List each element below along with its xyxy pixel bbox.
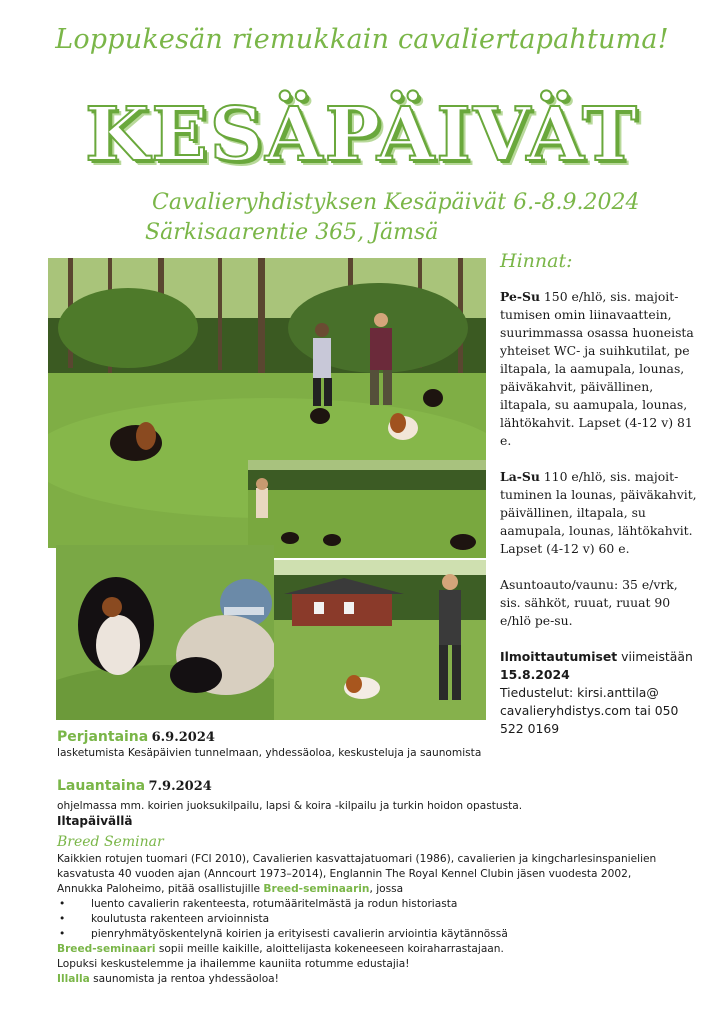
registration-info [500, 648, 700, 738]
page-title: KESÄPÄIVÄT [85, 92, 639, 178]
tagline: Loppukesän riemukkain cavaliertapahtuma! [55, 24, 669, 55]
evening-word: Illalla [57, 973, 90, 985]
saturday-day: Lauantaina [57, 778, 146, 794]
breed-word: Breed-seminaarin [263, 883, 370, 895]
photo-child-with-dog [56, 545, 274, 720]
friday-heading [57, 730, 677, 746]
price-fri-sun [500, 288, 700, 450]
event-address: Särkisaarentie 365, Jämsä [145, 220, 439, 245]
friday-text: lasketumista Kesäpäivien tunnelmaan, yhdessäoloa, keskusteluja ja saunomista [57, 747, 482, 759]
breed-seminar-title: Breed Seminar [57, 834, 164, 850]
afternoon-label: Iltapäivällä [57, 814, 133, 828]
price-fri-label: Pe-Su [500, 289, 540, 304]
breed-intro-text: Kaikkien rotujen tuomari (FCI 2010), Cavalierien kasvattajatuomari (1986), cavalierien ja kingcharlesinspanielien kasvatusta 40 vuoden ajan (Anncourt 1973–2014), Englannin The Royal Kennel Clubin jäsen vuodesta 2002, Annukka Paloheimo, pitää osallistujille [57, 853, 657, 895]
list-item: • pienryhmätyöskentelynä koirien ja erityisesti cavalierin arviointia käytännössä [57, 927, 677, 942]
closing-text: Lopuksi keskustelemme ja ihailemme kauniita rotumme edustajia! [57, 958, 410, 970]
saturday-date: 7.9.2024 [148, 779, 212, 794]
evening-text: saunomista ja rentoa yhdessäoloa! [93, 973, 279, 985]
schedule-section [57, 730, 677, 987]
friday-day: Perjantaina [57, 729, 149, 745]
event-subtitle: Cavalieryhdistyksen Kesäpäivät 6.-8.9.2024 [152, 190, 640, 215]
breed-intro [57, 852, 677, 897]
photo-cottage-handler [274, 560, 486, 720]
evening-line [57, 972, 677, 987]
photo-child-with-dog-image [56, 545, 274, 720]
photo-cottage-handler-image [274, 560, 486, 720]
price-sat-sun [500, 468, 700, 558]
price-sat-label: La-Su [500, 469, 540, 484]
registration-text: viimeistään [621, 649, 693, 664]
registration-label: Ilmoittautumiset [500, 649, 618, 664]
list-item: • koulutusta rakenteen arvioinnista [57, 912, 677, 927]
price-sat-text: 110 e/hlö, sis. majoittuminen la lounas, päiväkahvit, päivällinen, iltapala, su aamupala, lounas, lähtökahvit. Lapset (4-12 v) 60 e. [500, 469, 697, 556]
price-camper: Asuntoauto/vaunu: 35 e/vrk, sis. sähköt, ruuat, ruuat 90 e/hlö pe-su. [500, 577, 678, 628]
friday-date: 6.9.2024 [151, 730, 215, 745]
price-fri-text: 150 e/hlö, sis. majoittumisen omin liinavaattein, suurimmassa osassa huoneista yhteiset WC- ja suihkutilat, pe iltapala, la aamupala, lounas, päiväkahvit, päivällinen, iltapala, su aamupala, lounas, lähtökahvit. Lapset (4-12 v) 81 e. [500, 289, 694, 448]
saturday-heading [57, 779, 677, 795]
saturday-text: ohjelmassa mm. koirien juoksukilpailu, lapsi & koira -kilpailu ja turkin hoidon opastusta. [57, 800, 523, 812]
seminar-suits-word: Breed-seminaari [57, 943, 156, 955]
registration-date: 15.8.2024 [500, 667, 570, 682]
breed-after: , jossa [369, 883, 404, 895]
prices-panel [500, 252, 700, 738]
seminar-topics-list [57, 897, 677, 942]
contact-info[interactable]: Tiedustelut: kirsi.anttila@ cavalieryhdistys.com tai 050 522 0169 [500, 685, 679, 736]
seminar-suits [57, 942, 677, 957]
list-item: • luento cavalierin rakenteesta, rotumääritelmästä ja rodun historiasta [57, 897, 677, 912]
prices-heading: Hinnat: [500, 250, 573, 272]
photo-kids-dogs-field-image [248, 460, 486, 558]
seminar-suits-text: sopii meille kaikille, aloittelijasta kokeneeseen koiraharrastajaan. [158, 943, 504, 955]
photo-kids-dogs-field [248, 460, 486, 558]
